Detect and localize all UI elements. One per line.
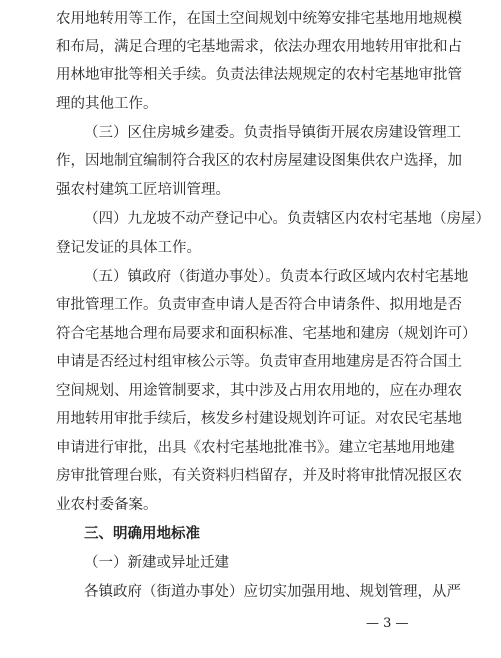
paragraph-line-4: 理的其他工作。: [56, 96, 158, 112]
section-5-line-8: 房审批管理台账，有关资料归档留存，并及时将审批情况报区农: [56, 468, 462, 484]
section-5-line-1: （五）镇政府（街道办事处）。负责本行政区域内农村宅基地: [84, 269, 469, 285]
section-5-line-7: 申请进行审批，出具《农村宅基地批准书》。建立宅基地用地建: [56, 440, 455, 456]
section-5-line-5: 空间规划、用途管制要求，其中涉及占用农用地的，应在办理农: [56, 383, 462, 399]
section-5-line-9: 业农村委备案。: [56, 497, 158, 513]
section-4-line-2: 登记发证的具体工作。: [56, 240, 201, 256]
page-number: — 3 —: [366, 616, 409, 631]
section-3-line-3: 强农村建筑工匠培训管理。: [56, 182, 230, 198]
section-5-line-2: 审批管理工作。负责审查申请人是否符合申请条件、拟用地是否: [56, 297, 462, 313]
section-heading: 三、明确用地标准: [84, 526, 200, 542]
paragraph-line-1: 农用地转用等工作，在国土空间规划中统筹安排宅基地用地规模: [56, 11, 462, 27]
section-5-line-4: 申请是否经过村组审核公示等。负责审查用地建房是否符合国土: [56, 354, 462, 370]
section-5-line-3: 符合宅基地合理布局要求和面积标准、宅基地和建房（规划许可）: [56, 326, 477, 342]
section-3-line-2: 作，因地制宜编制符合我区的农村房屋建设图集供农户选择，加: [56, 153, 462, 169]
paragraph-line-2: 和布局，满足合理的宅基地需求，依法办理农用地转用审批和占: [56, 39, 462, 55]
body-line-final: 各镇政府（街道办事处）应切实加强用地、规划管理，从严: [84, 584, 461, 600]
section-5-line-6: 用地转用审批手续后，核发乡村建设规划许可证。对农民宅基地: [56, 411, 462, 427]
paragraph-line-3: 用林地审批等相关手续。负责法律法规规定的农村宅基地审批管: [56, 67, 462, 83]
subsection-heading: （一）新建或异址迁建: [84, 555, 229, 571]
section-4-line-1: （四）九龙坡不动产登记中心。负责辖区内农村宅基地（房屋）: [84, 211, 490, 227]
section-3-line-1: （三）区住房城乡建委。负责指导镇街开展农房建设管理工: [84, 125, 461, 141]
